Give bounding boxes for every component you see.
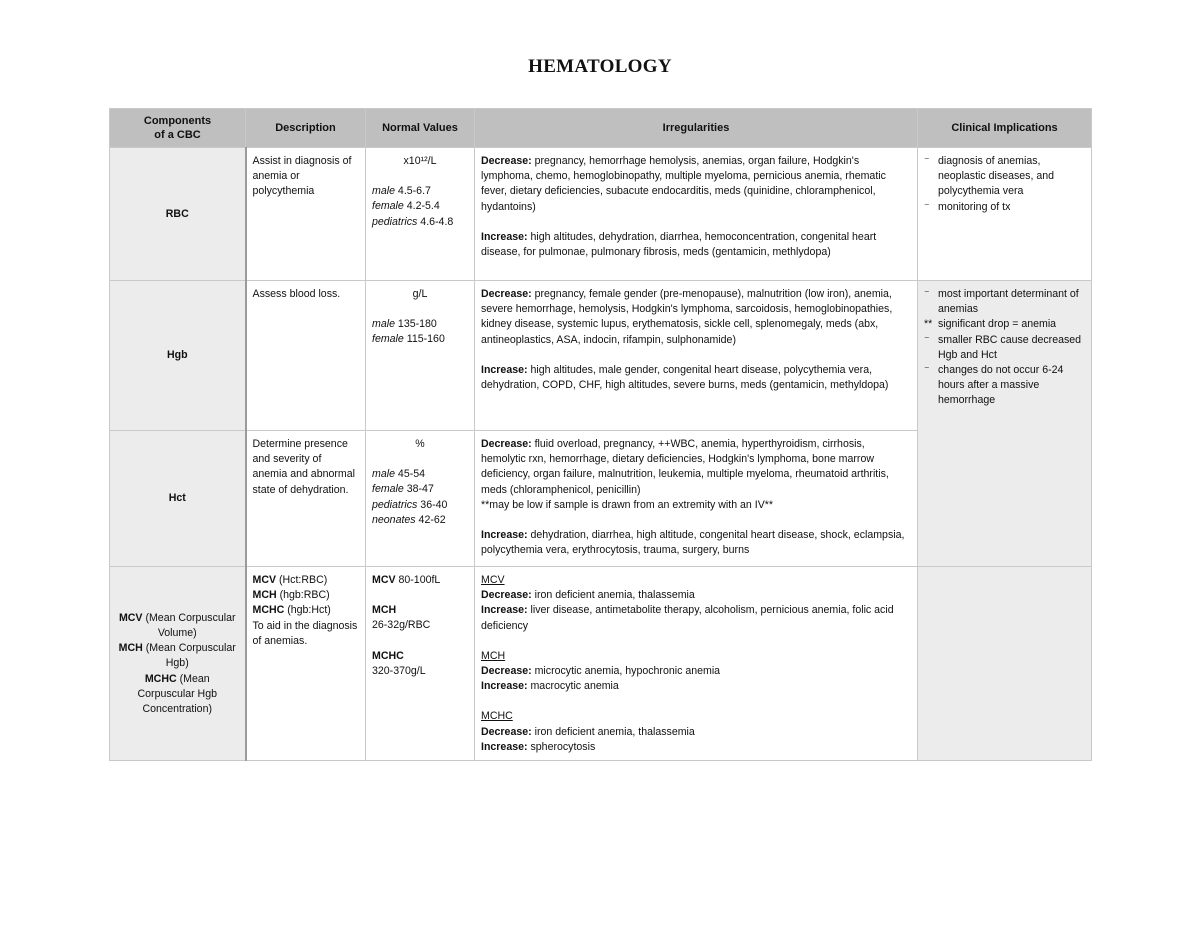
value-mch: 26-32g/RBC xyxy=(372,619,431,632)
unit-hct: % xyxy=(415,438,425,450)
value-line: male 45-54 xyxy=(372,468,426,481)
cbc-table xyxy=(109,108,1092,761)
normal-values-indices xyxy=(366,567,475,761)
normal-values-hct xyxy=(366,431,475,567)
section-heading-mcv: MCV xyxy=(481,574,505,586)
page-title: HEMATOLOGY xyxy=(528,56,672,77)
value-mchc-label: MCHC xyxy=(372,649,404,662)
irregularities-hgb xyxy=(475,281,918,431)
list-item: ⁻ monitoring of tx xyxy=(924,200,1011,213)
decrease-text: Decrease: iron deficient anemia, thalassemia xyxy=(481,589,695,602)
value-line: neonates 42-62 xyxy=(372,513,446,526)
decrease-text: Decrease: microcytic anemia, hypochronic anemia xyxy=(481,665,721,678)
increase-text: Increase: liver disease, antimetabolite therapy, alcoholism, pernicious anemia, folic acid deficiency xyxy=(481,604,894,632)
value-line: male 4.5-6.7 xyxy=(372,185,431,198)
header-normal-values: Normal Values xyxy=(366,109,475,148)
note-text: **may be low if sample is drawn from an extremity with an IV** xyxy=(481,498,774,511)
list-item: ⁻ most important determinant of anemias xyxy=(924,288,1079,316)
increase-text: Increase: high altitudes, male gender, congenital heart disease, polycythemia vera, dehydration, COPD, CHF, high altitudes, severe burns, meds (gentamicin, methyldopa) xyxy=(481,363,889,392)
component-rbc: RBC xyxy=(110,148,246,281)
table-row-indices xyxy=(110,567,1092,761)
formula-mchc: MCHC (hgb:Hct) xyxy=(252,604,331,617)
decrease-text: Decrease: fluid overload, pregnancy, ++WBC, anemia, hyperthyroidism, cirrhosis, hemolytic rxn, hemorrhage, dietary deficiencies, Hodgkin's lymphoma, bone marrow deficiency, organ failure, malnutrition, leukemia, multiple myeloma, rheumatoid arthritis, meds (chloramphenicol, penicillin) xyxy=(481,438,889,496)
section-heading-mchc: MCHC xyxy=(481,710,513,723)
description-hgb: Assess blood loss. xyxy=(246,281,366,431)
decrease-text: Decrease: pregnancy, female gender (pre-menopause), malnutrition (low iron), anemia, severe hemorrhage, hemolysis, Hodgkin's lymphoma, sarcoidosis, hemoglobinopathies, kidney disease, systemic lupus, erythematosis, sickle cell, splenomegaly, meds (abx, antineoplastics, ASA, indocin, rifampin, sulphonamide) xyxy=(481,288,893,346)
header-irregularities: Irregularities xyxy=(475,109,918,148)
formula-mcv: MCV (Hct:RBC) xyxy=(252,574,328,586)
value-line: female 115-160 xyxy=(372,333,445,346)
component-hgb: Hgb xyxy=(110,281,246,431)
component-hct: Hct xyxy=(110,431,246,567)
header-clinical-implications: Clinical Implications xyxy=(918,109,1092,148)
list-item: ⁻ smaller RBC cause decreased Hgb and Hct xyxy=(924,333,1082,361)
normal-values-hgb xyxy=(366,281,475,431)
table-header-row xyxy=(110,109,1092,148)
table-row-hgb xyxy=(110,281,1092,431)
increase-text: Increase: dehydration, diarrhea, high altitude, congenital heart disease, shock, eclampsia, polycythemia vera, erythrocytosis, trauma, surgery, burns xyxy=(481,529,905,557)
description-rbc: Assist in diagnosis of anemia or polycythemia xyxy=(246,148,366,281)
section-heading-mch: MCH xyxy=(481,649,506,662)
irregularities-indices xyxy=(475,567,918,761)
decrease-text: Decrease: pregnancy, hemorrhage hemolysis, anemias, organ failure, Hodgkin's lymphoma, chemo, hemoglobinopathy, multiple myeloma, pernicious anemia, rhematic fever, dietary deficiencies, subacute endocarditis, meds (quinidine, chloramphenicol, hydantoins) xyxy=(481,155,886,213)
component-mcv: MCV (Mean Corpuscular Volume) xyxy=(118,611,236,639)
value-mchc: 320-370g/L xyxy=(372,664,426,677)
increase-text: Increase: macrocytic anemia xyxy=(481,680,619,693)
clinical-indices xyxy=(918,567,1092,761)
increase-text: Increase: high altitudes, dehydration, diarrhea, hemoconcentration, congenital heart disease, for pulmonae, pulmonary fibrosis, meds (gentamicin, methlydopa) xyxy=(481,230,877,259)
clinical-rbc xyxy=(918,148,1092,281)
component-indices xyxy=(110,567,246,761)
component-mchc: MCHC (Mean Corpuscular Hgb Concentration) xyxy=(137,672,217,716)
value-line: male 135-180 xyxy=(372,318,437,331)
increase-text: Increase: spherocytosis xyxy=(481,740,596,753)
component-mch: MCH (Mean Corpuscular Hgb) xyxy=(118,642,236,670)
table-row-rbc xyxy=(110,148,1092,281)
list-item: ** significant drop = anemia xyxy=(924,318,1057,331)
value-line: female 4.2-5.4 xyxy=(372,200,440,213)
description-text: To aid in the diagnosis of anemias. xyxy=(252,619,358,647)
decrease-text: Decrease: iron deficient anemia, thalassemia xyxy=(481,725,695,738)
clinical-hgb-hct xyxy=(918,281,1092,567)
value-line: female 38-47 xyxy=(372,483,434,496)
description-hct: Determine presence and severity of anemia and abnormal state of dehydration. xyxy=(246,431,366,567)
unit-hgb: g/L xyxy=(412,288,428,300)
formula-mch: MCH (hgb:RBC) xyxy=(252,589,330,602)
value-mcv: MCV 80-100fL xyxy=(372,574,441,586)
value-mch-label: MCH xyxy=(372,604,397,617)
normal-values-rbc xyxy=(366,148,475,281)
list-item: ⁻ changes do not occur 6-24 hours after a massive hemorrhage xyxy=(924,364,1064,407)
value-line: pediatrics 36-40 xyxy=(372,498,448,511)
irregularities-hct xyxy=(475,431,918,567)
value-line: pediatrics 4.6-4.8 xyxy=(372,215,454,228)
header-components: Components of a CBC xyxy=(110,109,246,148)
list-item: ⁻ diagnosis of anemias, neoplastic diseases, and polycythemia vera xyxy=(924,155,1055,198)
unit-rbc: x10¹²/L xyxy=(403,155,437,167)
description-indices xyxy=(246,567,366,761)
header-description: Description xyxy=(246,109,366,148)
irregularities-rbc xyxy=(475,148,918,281)
